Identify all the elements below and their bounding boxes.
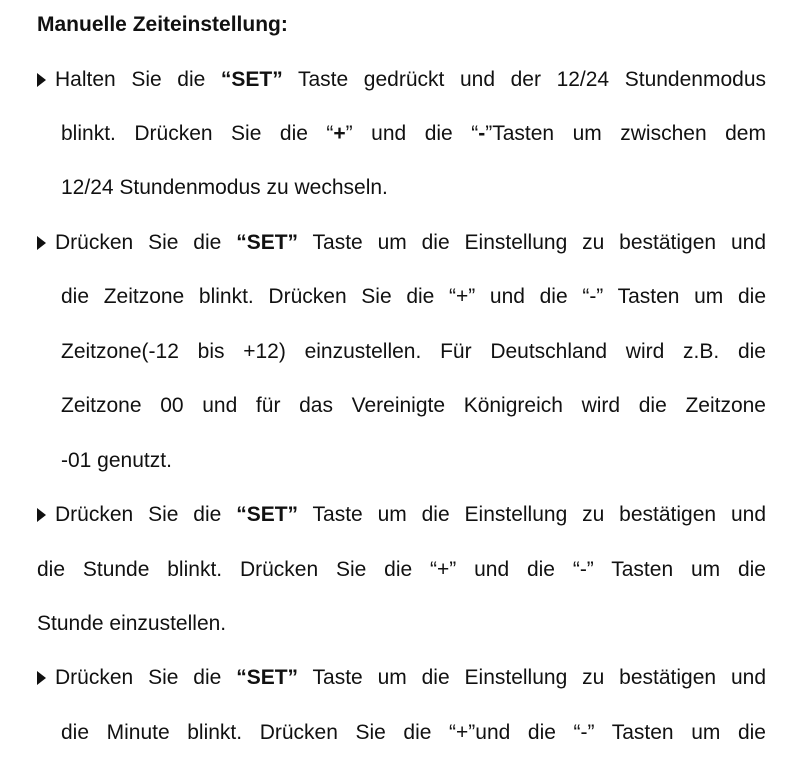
bullet-1-line-1: Halten Sie die “SET” Taste gedrückt und der 12/24 Stundenmodus: [37, 65, 766, 95]
bullet-3-line-1: Drücken Sie die “SET” Taste um die Einstellung zu bestätigen und: [37, 500, 766, 530]
heading: Manuelle Zeiteinstellung:: [37, 13, 288, 36]
bullet-2-line-2: die Zeitzone blinkt. Drücken Sie die “+” und die “-” Tasten um die: [61, 285, 766, 308]
bullet-3-line-2: die Stunde blinkt. Drücken Sie die “+” und die “-” Tasten um die: [37, 558, 766, 581]
bullet-1-line-2: blinkt. Drücken Sie die “+” und die “-”Tasten um zwischen dem: [61, 122, 766, 145]
bullet-triangle-icon: [37, 236, 46, 250]
bullet-2-line-1: Drücken Sie die “SET” Taste um die Einstellung zu bestätigen und: [37, 228, 766, 258]
bullet-triangle-icon: [37, 671, 46, 685]
bullet-triangle-icon: [37, 73, 46, 87]
bullet-triangle-icon: [37, 508, 46, 522]
bullet-2-line-3: Zeitzone(-12 bis +12) einzustellen. Für Deutschland wird z.B. die: [61, 340, 766, 363]
bullet-2-line-5: -01 genutzt.: [61, 449, 172, 472]
bullet-3-line-3: Stunde einzustellen.: [37, 612, 227, 635]
bullet-4-line-2: die Minute blinkt. Drücken Sie die “+”und die “-” Tasten um die: [61, 721, 766, 744]
bullet-1-line-3: 12/24 Stundenmodus zu wechseln.: [61, 176, 388, 199]
bullet-2-line-4: Zeitzone 00 und für das Vereinigte Königreich wird die Zeitzone: [61, 394, 766, 417]
bullet-4-line-1: Drücken Sie die “SET” Taste um die Einstellung zu bestätigen und: [37, 663, 766, 693]
